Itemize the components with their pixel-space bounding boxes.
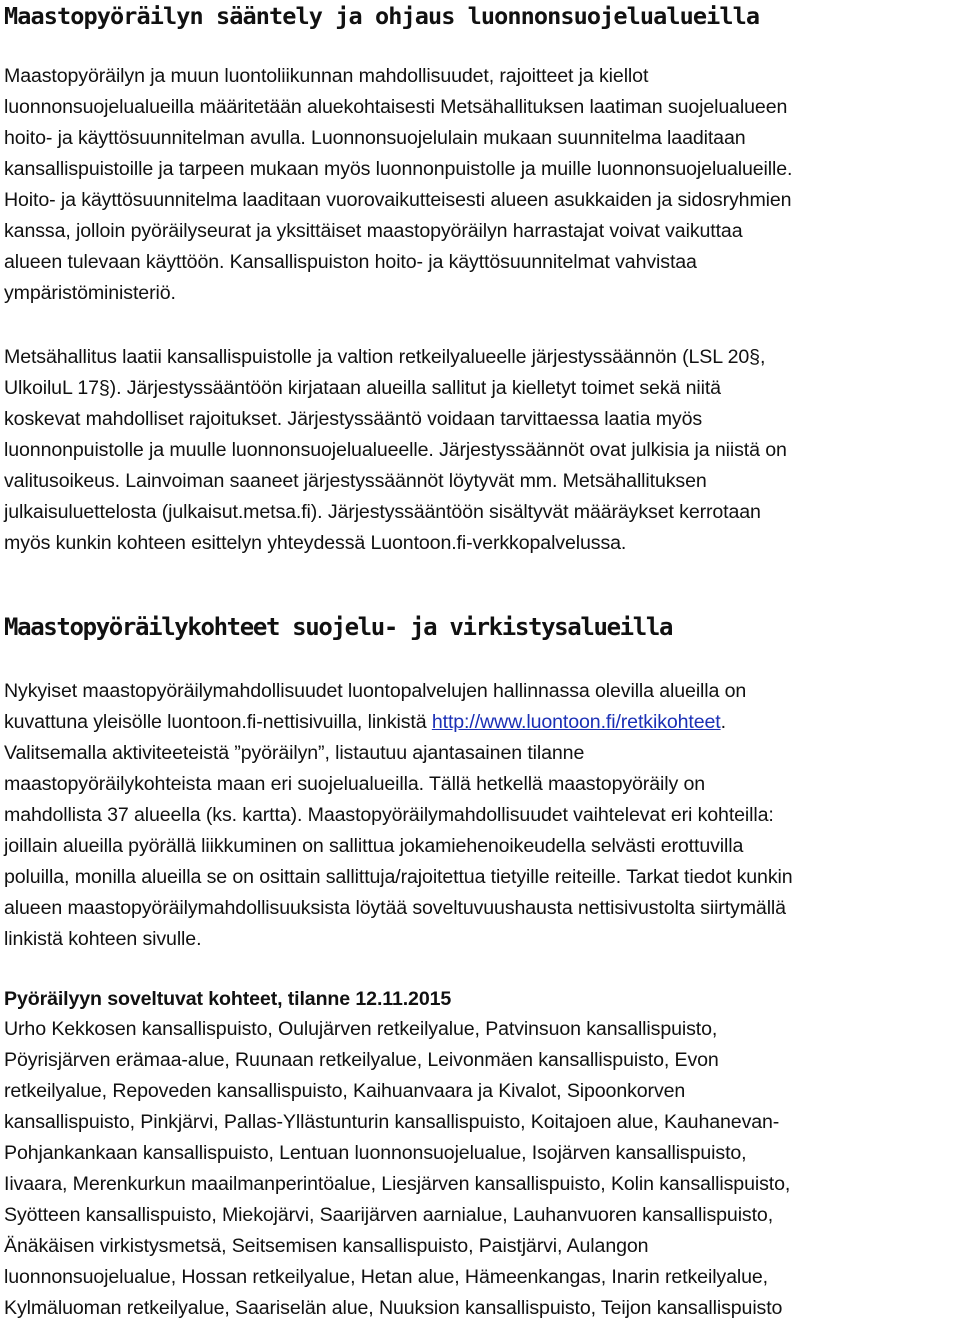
text-line: Iivaara, Merenkurkun maailmanperintöalue, Liesjärven kansallispuisto, Kolin kansallispuisto, xyxy=(4,1173,791,1195)
text-line: UlkoiluL 17§). Järjestyssääntöön kirjataan alueilla sallitut ja kielletyt toimet sekä niitä xyxy=(4,377,721,399)
text-line: Syötteen kansallispuisto, Miekojärvi, Saarijärven aarnialue, Lauhanvuoren kansallispuisto, xyxy=(4,1204,774,1226)
section-title-suitable-sites: Pyöräilyyn soveltuvat kohteet, tilanne 12.11.2015 xyxy=(4,988,452,1010)
text-line: alueen tulevaan käyttöön. Kansallispuiston hoito- ja käyttösuunnitelmat vahvistaa xyxy=(4,251,697,273)
retkikohteet-link[interactable]: http://www.luontoon.fi/retkikohteet xyxy=(431,711,721,733)
text-line: Valitsemalla aktiviteeteistä ”pyöräilyn”, listautuu ajantasainen tilanne xyxy=(4,742,585,764)
text-line: alueen maastopyöräilymahdollisuuksista löytää soveltuvuushausta nettisivustolta siirtymällä xyxy=(4,897,786,919)
paragraph-regulation-intro xyxy=(4,61,792,309)
text-line: Metsähallitus laatii kansallispuistolle ja valtion retkeilyalueelle järjestyssäännön (LSL 20§, xyxy=(4,346,766,368)
text-line: kanssa, jolloin pyöräilyseurat ja yksittäiset maastopyöräilyn harrastajat voivat vaikuttaa xyxy=(4,220,743,242)
link-lead-text: kuvattuna yleisölle luontoon.fi-nettisivuilla, linkistä xyxy=(4,711,432,733)
text-line: ympäristöministeriö. xyxy=(4,282,176,304)
text-line: Urho Kekkosen kansallispuisto, Oulujärven retkeilyalue, Patvinsuon kansallispuisto, xyxy=(4,1018,718,1040)
text-line: Nykyiset maastopyöräilymahdollisuudet luontopalvelujen hallinnassa olevilla alueilla on xyxy=(4,680,747,702)
text-line: luonnonpuistolle ja muulle luonnonsuojelualueelle. Järjestyssäännöt ovat julkisia ja niistä on xyxy=(4,439,787,461)
text-line-with-link xyxy=(4,707,793,738)
text-line: Hoito- ja käyttösuunnitelma laaditaan vuorovaikutteisesti alueen asukkaiden ja sidosryhmien xyxy=(4,189,792,211)
text-line: Pohjankankaan kansallispuisto, Lentuan luonnonsuojelualue, Isojärven kansallispuisto, xyxy=(4,1142,747,1164)
section-title-regulation: Maastopyöräilyn sääntely ja ohjaus luonnonsuojelualueilla xyxy=(4,2,760,30)
text-line: kansallispuisto, Pinkjärvi, Pallas-Yllästunturin kansallispuisto, Koitajoen alue, Kauhanevan- xyxy=(4,1111,780,1133)
text-line: luonnonsuojelualueilla määritetään aluekohtaisesti Metsähallituksen laatiman suojelualueen xyxy=(4,96,788,118)
text-line: mahdollista 37 alueella (ks. kartta). Maastopyöräilymahdollisuudet vaihtelevat eri kohteilla: xyxy=(4,804,774,826)
text-line: luonnonsuojelualue, Hossan retkeilyalue, Hetan alue, Hämeenkangas, Inarin retkeilyalue, xyxy=(4,1266,768,1288)
text-line: Änäkäisen virkistysmetsä, Seitsemisen kansallispuisto, Paistjärvi, Aulangon xyxy=(4,1235,649,1257)
text-line: joillain alueilla pyörällä liikkuminen on sallittua jokamiehenoikeudella selvästi erottuvilla xyxy=(4,835,744,857)
text-line: hoito- ja käyttösuunnitelman avulla. Luonnonsuojelulain mukaan suunnitelma laaditaan xyxy=(4,127,746,149)
text-line: linkistä kohteen sivulle. xyxy=(4,928,202,950)
text-line: Pöyrisjärven erämaa-alue, Ruunaan retkeilyalue, Leivonmäen kansallispuisto, Evon xyxy=(4,1049,719,1071)
text-line: myös kunkin kohteen esittelyn yhteydessä Luontoon.fi-verkkopalvelussa. xyxy=(4,532,627,554)
section-title-destinations: Maastopyöräilykohteet suojelu- ja virkistysalueilla xyxy=(4,613,673,641)
text-line: valitusoikeus. Lainvoiman saaneet järjestyssäännöt löytyvät mm. Metsähallituksen xyxy=(4,470,707,492)
text-line: Maastopyöräilyn ja muun luontoliikunnan mahdollisuudet, rajoitteet ja kiellot xyxy=(4,65,649,87)
text-line: poluilla, monilla alueilla se on osittain sallittuja/rajoitettua tietyille reiteille. Tarkat tiedot kunkin xyxy=(4,866,793,888)
link-trail-text: . xyxy=(720,711,726,733)
text-line: kansallispuistoille ja tarpeen mukaan myös luonnonpuistolle ja muille luonnonsuojelualueille. xyxy=(4,158,793,180)
text-line: maastopyöräilykohteista maan eri suojelualueilla. Tällä hetkellä maastopyöräily on xyxy=(4,773,705,795)
paragraph-destinations xyxy=(4,676,793,955)
paragraph-site-list xyxy=(4,1014,790,1324)
text-line: koskevat mahdolliset rajoitukset. Järjestyssääntö voidaan tarvittaessa laatia myös xyxy=(4,408,703,430)
text-line: julkaisuluettelosta (julkaisut.metsa.fi). Järjestyssääntöön sisältyvät määräykset kerrotaan xyxy=(4,501,761,523)
text-line: Kylmäluoman retkeilyalue, Saariselän alue, Nuuksion kansallispuisto, Teijon kansallispuisto xyxy=(4,1297,783,1319)
paragraph-rules xyxy=(4,342,787,559)
text-line: retkeilyalue, Repoveden kansallispuisto, Kaihuanvaara ja Kivalot, Sipoonkorven xyxy=(4,1080,686,1102)
